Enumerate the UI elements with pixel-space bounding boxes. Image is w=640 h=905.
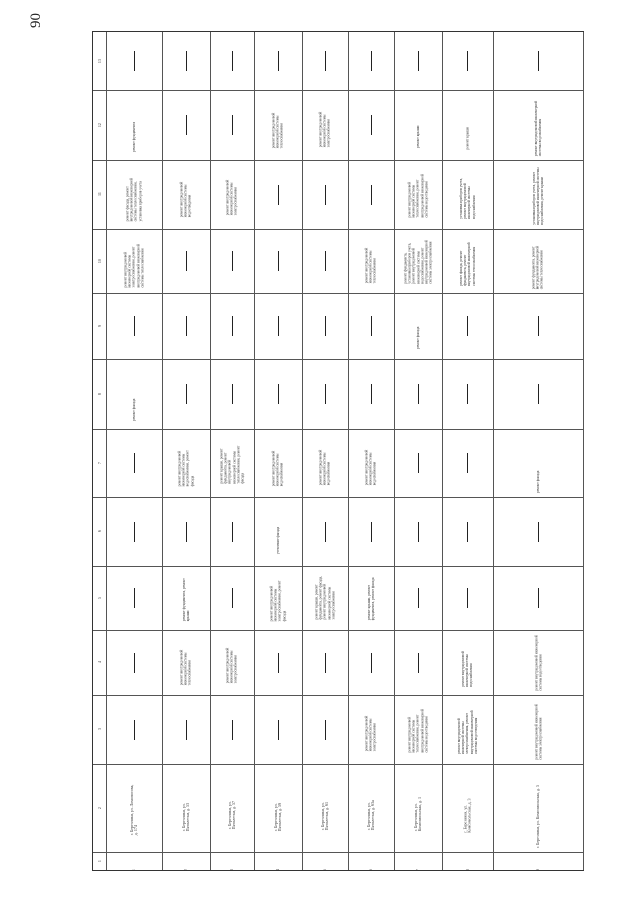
column-number-label: 4 [96,661,102,664]
empty-dash [467,453,468,473]
table-cell [395,294,441,358]
table-cell [395,230,441,292]
table-cell [107,853,161,869]
empty-dash [134,51,135,71]
row-number: 8 [464,868,470,871]
table-cell [163,230,209,292]
empty-dash [538,316,539,336]
empty-dash [232,522,233,542]
empty-dash [134,720,135,740]
column-number-label: 1 [96,859,102,862]
column-number [93,497,106,566]
work-text: ремонт внутридомовой инженерной системы теплоснабжения, ремонт внутридомовой инженерной системы водоотведения [407,708,429,753]
empty-dash [467,316,468,336]
work-text: ремонт фасада [131,398,136,421]
table-cell [255,91,301,159]
empty-dash [371,522,372,542]
empty-dash [186,251,187,271]
work-text: ремонт крыши, ремонт фундамента, ремонт фасада [366,577,375,620]
rotated-table [92,31,584,871]
table-cell [303,430,347,496]
column-number [93,764,106,852]
work-text: установка приборов учета, ремонт внутридомовой инженерной системы водоснабжения, ремонт крыши [531,167,545,225]
table-cell [349,567,393,629]
table-cell [211,696,253,763]
table-cell [107,33,161,89]
table-cell [255,294,301,358]
table-cell [211,567,253,629]
column-number-label: 9 [96,324,102,327]
table-cell [349,853,393,869]
table-cell [443,360,492,428]
row-divider [583,32,584,870]
work-text: ремонт фундамента, ремонт внутридомовой инженерной системы теплоснабжения [531,245,545,289]
empty-dash [278,185,279,205]
empty-dash [186,115,187,135]
table-cell [211,161,253,228]
table-cell [443,631,492,694]
empty-dash [538,522,539,542]
table-cell [494,360,582,428]
table-cell [211,498,253,565]
work-text: ремонт внутридомовой инженерной системы водоснабжения, ремонт фасада [177,449,195,486]
table-cell [395,631,441,694]
empty-dash [371,115,372,135]
table-cell [443,91,492,159]
table-cell [395,430,441,496]
column-number [93,429,106,497]
table-cell [163,91,209,159]
empty-dash [232,384,233,404]
empty-dash [278,384,279,404]
table-cell [255,33,301,89]
empty-dash [186,51,187,71]
empty-dash [418,51,419,71]
row-number: 3 [228,868,234,871]
table-cell [395,696,441,763]
table-cell [349,91,393,159]
empty-dash [371,653,372,673]
table-cell [163,161,209,228]
table-cell [303,294,347,358]
table-cell [303,567,347,629]
empty-dash [325,316,326,336]
empty-dash [371,51,372,71]
table-cell [349,360,393,428]
address-text: г. Березники, ул. Комсомольская, д. 3 [462,798,472,833]
work-text: ремонт фасада [415,326,420,349]
work-text: ремонт фундамента, установка приборов учета, ремонт внутридомовой инженерной системы водоснабжения, ремонт внутридомовой инженерной системы электроснабжения [403,240,433,284]
address-text: г. Березники, ул. Ломоносова, д. 174 [128,784,138,835]
table-cell [255,853,301,869]
column-number-label: 2 [96,806,102,809]
empty-dash [232,251,233,271]
column-number-label: 13 [96,58,102,63]
column-number [93,359,106,429]
table-cell [443,765,492,851]
empty-dash [278,51,279,71]
empty-dash [278,316,279,336]
column-number-label: 10 [96,258,102,263]
address-text: г. Березники, ул. Пятилетки, д. 63а [365,799,375,830]
table-cell [255,696,301,763]
table-cell [349,696,393,763]
table-cell [107,91,161,159]
table-cell [163,360,209,428]
table-cell [349,230,393,292]
table-cell [107,294,161,358]
table-cell [443,853,492,869]
column-number [93,293,106,359]
work-text: ремонт внутридомовой инженерной системы теплоснабжения [271,112,285,148]
empty-dash [418,384,419,404]
table-cell [255,161,301,228]
column-number-label: 7 [96,461,102,464]
table-cell [494,567,582,629]
empty-dash [467,588,468,608]
table-cell [494,91,582,159]
empty-dash [325,51,326,71]
row-number: 2 [182,868,188,871]
table-cell [211,360,253,428]
table-cell [107,696,161,763]
table-cell [107,360,161,428]
column-number [93,630,106,695]
empty-dash [134,588,135,608]
table-cell [211,853,253,869]
column-number-label: 6 [96,530,102,533]
work-text: ремонт внутридомовой инженерной системы водоснабжения [318,449,332,485]
table-cell [303,230,347,292]
page-number: 90 [28,13,44,28]
address-text: г. Березники, ул. Пятилетки, д. 61 [319,801,329,830]
table-cell [303,853,347,869]
empty-dash [467,522,468,542]
table-cell [211,765,253,851]
row-number: 9 [534,868,540,871]
empty-dash [538,384,539,404]
work-text: ремонт внутридомовой инженерной системы теплоснабжения [364,247,378,283]
table-cell [349,765,393,851]
table-cell [494,853,582,869]
table-cell [107,567,161,629]
empty-dash [371,185,372,205]
row-number: 1 [130,868,136,871]
table-cell [395,360,441,428]
column-number [93,90,106,160]
table-cell [211,91,253,159]
table-cell [494,230,582,292]
work-text: ремонт фундамента, ремонт крыши [181,578,190,621]
address-text: г. Березники, ул. Комсомольская, д. 5 [534,784,540,848]
table-cell [255,230,301,292]
empty-dash [325,653,326,673]
empty-dash [418,653,419,673]
column-number [93,160,106,229]
empty-dash [325,522,326,542]
empty-dash [278,720,279,740]
empty-dash [134,522,135,542]
column-number-label: 5 [96,596,102,599]
table-cell [395,33,441,89]
table-cell [443,567,492,629]
column-number [93,32,106,90]
empty-dash [134,653,135,673]
table-cell [163,498,209,565]
table-cell [443,294,492,358]
table-cell [163,631,209,694]
address-text: г. Березники, ул. Пятилетки, д. 59 [272,802,282,831]
empty-dash [325,185,326,205]
table-cell [163,696,209,763]
work-text: ремонт крыши [465,126,470,150]
table-cell [494,430,582,496]
table-cell [443,696,492,763]
table-cell [211,230,253,292]
empty-dash [278,653,279,673]
work-text: ремонт фасада, ремонт внутридомовой инженерной системы теплоснабжения, установка приборов учета [125,177,143,222]
column-number [93,229,106,293]
table-cell [349,161,393,228]
table-cell [107,498,161,565]
work-text: ремонт фасада [535,470,540,493]
work-text: ремонт внутридомовой инженерной системы теплоснабжения, ремонт внутридомовой инженерной системы водоотведения [407,173,429,218]
work-text: ремонт внутридомовой инженерной системы водоотведения [533,635,542,691]
empty-dash [467,384,468,404]
table-cell [163,430,209,496]
table-cell [255,765,301,851]
table-cell [395,567,441,629]
work-text: ремонт внутридомовой инженерной системы теплоснабжения [179,649,193,686]
table-cell [163,765,209,851]
table-cell [211,631,253,694]
table-cell [303,33,347,89]
work-text: ремонт крыши, ремонт фундамента, ремонт фасада, ремонт внутридомовой инженерной системы электроснабжения [314,576,336,620]
empty-dash [418,588,419,608]
empty-dash [278,251,279,271]
table-cell [163,853,209,869]
table-cell [163,33,209,89]
work-text: ремонт внутридомовой инженерной системы электроснабжения [364,715,378,752]
table-cell [349,430,393,496]
table-cell [255,567,301,629]
work-text: ремонт внутридомовой инженерной системы водоснабжения [364,449,378,485]
work-text: ремонт внутридомовой инженерной системы водоотведения [179,181,193,218]
table-cell [255,498,301,565]
empty-dash [232,51,233,71]
table-cell [303,91,347,159]
table-cell [303,765,347,851]
empty-dash [232,115,233,135]
work-text: ремонт внутридомовой инженерной системы электроснабжения [318,111,332,147]
table-cell [211,294,253,358]
work-text: ремонт крыши, ремонт фундамента, ремонт внутридомовой инженерной системы теплоснабжения, ремонт фасада [219,446,245,484]
empty-dash [232,588,233,608]
work-text: ремонт фасада, ремонт фундамента, ремонт внутридомовой инженерной системы теплоснабжения [459,241,476,286]
column-number-label: 3 [96,728,102,731]
table-cell [349,294,393,358]
work-text: ремонт внутридомовой инженерной системы электроснабжения, ремонт внутридомовой инженерной системы водоотведения [456,710,478,754]
row-number: 5 [321,868,327,871]
empty-dash [538,51,539,71]
table-cell [494,294,582,358]
work-text: ремонт фундамента [131,121,136,152]
table-cell [303,360,347,428]
table-cell [255,631,301,694]
work-text: ремонт внутридомовой инженерной системы электроснабжения, ремонт внутридомовой инженерной системы теплоснабжения [123,244,145,288]
empty-dash [325,251,326,271]
table-cell [395,91,441,159]
work-text: ремонт внутридомовой инженерной системы электроснабжения, ремонт фасада [269,580,287,621]
address-text: г. Березники, ул. Пятилетки, д. 57 [226,800,236,829]
table-cell [255,360,301,428]
table-cell [494,631,582,694]
empty-dash [186,522,187,542]
work-text: ремонт внутридомовой инженерной системы водоснабжения [461,651,474,687]
work-text: установка приборов учета, ремонт внутридомовой инженерной системы водоснабжения [459,178,476,219]
empty-dash [538,588,539,608]
row-number: 7 [414,868,420,871]
table-cell [303,161,347,228]
column-number-label: 8 [96,392,102,395]
table-cell [163,567,209,629]
column-number [93,695,106,764]
empty-dash [371,384,372,404]
table-cell [443,33,492,89]
empty-dash [134,453,135,473]
row-number: 4 [274,868,280,871]
table-cell [107,230,161,292]
work-text: ремонт внутридомовой инженерной системы водоснабжения [533,100,542,156]
work-text: ремонт внутридомовой инженерной системы электроснабжения [225,647,239,684]
empty-dash [134,316,135,336]
table-cell [443,230,492,292]
table-cell [349,631,393,694]
table-cell [303,498,347,565]
work-text: ремонт внутридомовой инженерной системы электроснабжения [533,704,542,760]
address-text: г. Березники, ул. Пятилетки, д. 53 [180,802,190,831]
empty-dash [325,720,326,740]
empty-dash [232,720,233,740]
table-cell [443,161,492,228]
table-cell [395,498,441,565]
table-cell [163,294,209,358]
table-cell [494,696,582,763]
empty-dash [186,720,187,740]
table-cell [107,765,161,851]
work-text: ремонт внутридомовой инженерной системы электроснабжения [225,179,239,216]
table-cell [349,498,393,565]
empty-dash [467,51,468,71]
empty-dash [232,316,233,336]
table-cell [211,430,253,496]
table-cell [395,853,441,869]
table-cell [211,33,253,89]
table-cell [494,161,582,228]
column-number [93,852,106,870]
empty-dash [325,384,326,404]
table-cell [107,631,161,694]
table-cell [107,161,161,228]
table-cell [494,765,582,851]
table-cell [107,430,161,496]
table-cell [494,498,582,565]
column-number-label: 12 [96,122,102,127]
table-cell [395,161,441,228]
work-text: ремонт внутридомовой инженерной системы водоснабжения [271,450,285,486]
table-cell [303,696,347,763]
empty-dash [418,453,419,473]
work-text: ремонт крыши [415,125,420,148]
work-text: утепление фасада [275,527,280,555]
address-text: г. Березники, ул. Комсомольская, д. 1 [412,796,422,831]
table-cell [395,765,441,851]
row-number: 6 [367,868,373,871]
table-cell [303,631,347,694]
column-number-label: 11 [96,192,102,197]
table-cell [443,430,492,496]
table-cell [494,33,582,89]
table-cell [443,498,492,565]
empty-dash [371,316,372,336]
table-cell [349,33,393,89]
empty-dash [186,316,187,336]
empty-dash [418,522,419,542]
empty-dash [186,384,187,404]
column-number [93,566,106,630]
table-cell [255,430,301,496]
